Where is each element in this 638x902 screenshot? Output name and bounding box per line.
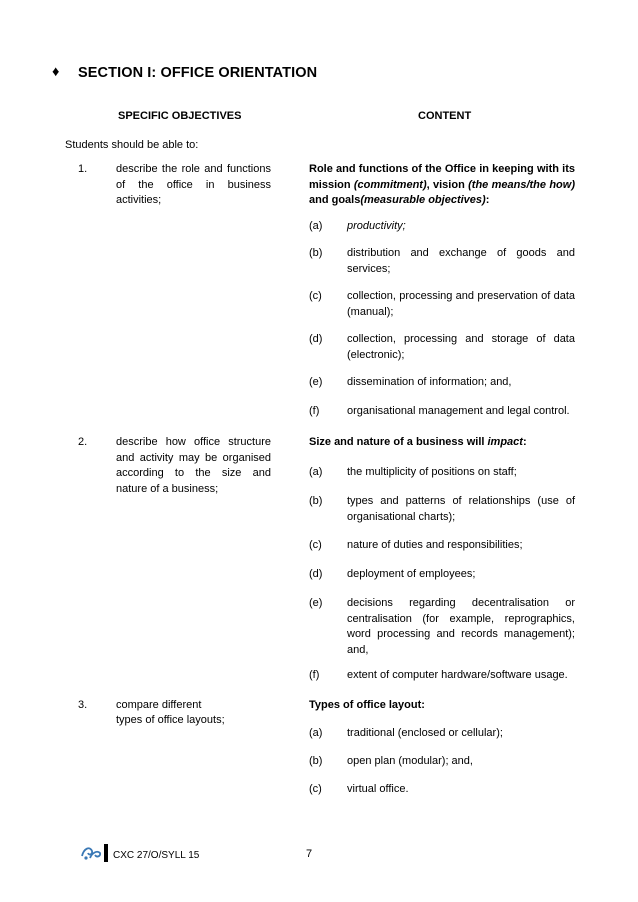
list-item-label: (b) — [309, 247, 323, 259]
footer-divider — [104, 844, 108, 862]
content-heading-part: (the means/the how) — [468, 178, 575, 191]
list-item-text: distribution and exchange of goods and services; — [347, 247, 575, 275]
content-heading-part: (commitment) — [353, 178, 427, 191]
content-heading — [309, 698, 575, 714]
list-item-text: deployment of employees; — [347, 568, 476, 580]
objective-number: 2. — [78, 436, 88, 448]
page-number: 7 — [306, 848, 313, 860]
list-item-text: traditional (enclosed or cellular); — [347, 727, 503, 739]
list-item-label: (a) — [309, 727, 323, 739]
list-item-text: decisions regarding decentralisation or centralisation (for example, reprographics, word processing and records management); and, — [347, 597, 575, 656]
footer-code: CXC 27/O/SYLL 15 — [113, 850, 200, 861]
list-item-label: (b) — [309, 755, 323, 767]
list-item-label: (f) — [309, 669, 320, 681]
list-item-label: (c) — [309, 539, 322, 551]
list-item-label: (d) — [309, 568, 323, 580]
list-item-label: (c) — [309, 783, 322, 795]
list-item-label: (e) — [309, 597, 323, 609]
section-bullet: ♦ — [52, 64, 60, 80]
content-heading-part: , vision — [426, 178, 469, 191]
content-heading-part: and goals — [309, 194, 361, 206]
content-heading — [309, 162, 575, 209]
objective-text: describe the role and functions of the office in business activities; — [116, 163, 271, 206]
objective-number: 3. — [78, 699, 88, 711]
list-item-label: (c) — [309, 290, 322, 302]
list-item-text: open plan (modular); and, — [347, 755, 473, 767]
content-heading-part: impact — [487, 436, 523, 448]
list-item-text: collection, processing and preservation of data (manual); — [347, 290, 575, 318]
objectives-column-heading: SPECIFIC OBJECTIVES — [118, 110, 242, 122]
list-item-label: (b) — [309, 495, 323, 507]
objective-text: describe how office structure and activity may be organised according to the size and nature of a business; — [116, 436, 271, 495]
list-item-label: (f) — [309, 405, 320, 417]
content-heading-part: (measurable objectives) — [360, 194, 486, 206]
section-title: SECTION I: OFFICE ORIENTATION — [78, 65, 318, 81]
content-column-heading: CONTENT — [418, 110, 472, 122]
list-item-label: (a) — [309, 220, 323, 232]
list-item-text: dissemination of information; and, — [347, 376, 512, 388]
list-item-text: organisational management and legal control. — [347, 405, 570, 417]
list-item-label: (a) — [309, 466, 323, 478]
cxc-logo-icon — [80, 844, 102, 862]
list-item-text: the multiplicity of positions on staff; — [347, 466, 517, 478]
list-item-text: extent of computer hardware/software usage. — [347, 669, 568, 681]
list-item-text: productivity; — [347, 220, 406, 232]
list-item-text: nature of duties and responsibilities; — [347, 539, 523, 551]
list-item-label: (d) — [309, 333, 323, 345]
content-heading-part: Size and nature of a business will — [309, 436, 488, 448]
content-heading-part: : — [485, 194, 490, 206]
content-heading — [309, 435, 575, 451]
objective-text-line: types of office layouts; — [116, 714, 225, 726]
content-heading-part: : — [522, 436, 527, 448]
list-item-text: types and patterns of relationships (use of organisational charts); — [347, 495, 575, 523]
content-heading-part: Role and functions of the Office in keeping with its mission — [309, 163, 575, 191]
list-item-text: virtual office. — [347, 783, 409, 795]
content-heading-part: Types of office layout: — [309, 699, 425, 711]
list-item-label: (e) — [309, 376, 323, 388]
objective-number: 1. — [78, 163, 88, 175]
list-item-text: collection, processing and storage of data (electronic); — [347, 333, 575, 361]
objective-text-line: compare different — [116, 699, 202, 711]
intro-text: Students should be able to: — [65, 139, 199, 151]
